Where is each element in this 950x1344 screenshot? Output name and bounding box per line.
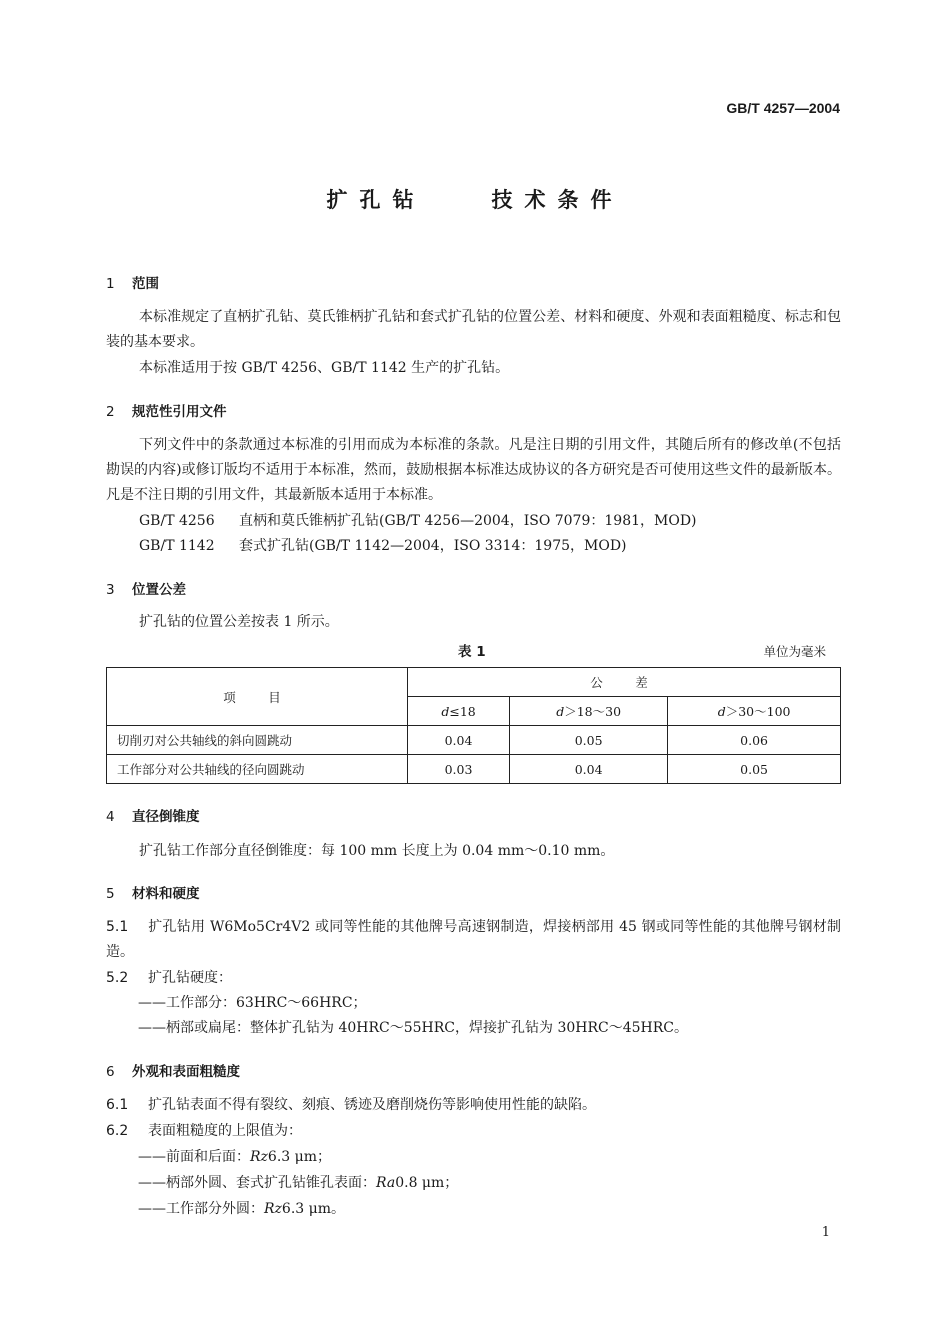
clause-6-1 bbox=[106, 1094, 596, 1114]
section-title: 位置公差 bbox=[132, 582, 186, 598]
section-5-heading bbox=[106, 882, 200, 902]
standard-code: GB/T 4257—2004 bbox=[726, 100, 840, 116]
section-number: 4 bbox=[106, 809, 115, 825]
roughness-symbol: Rz bbox=[264, 1201, 282, 1217]
roughness-value: 0.8 μm； bbox=[395, 1175, 459, 1191]
reference-title: 套式扩孔钻(GB/T 1142—2004，ISO 3314：1975，MOD) bbox=[239, 538, 627, 554]
range-text: ＞30～100 bbox=[725, 704, 791, 719]
roughness-value: 6.3 μm； bbox=[267, 1149, 332, 1165]
position-tolerance-table bbox=[106, 667, 841, 784]
section-1-heading bbox=[106, 272, 159, 292]
clause-number: 6.2 bbox=[106, 1123, 129, 1139]
col-header-d-le-18 bbox=[408, 697, 510, 726]
reference-gb-t-4256 bbox=[139, 510, 697, 530]
clause-5-2 bbox=[106, 967, 232, 987]
table-unit-note: 单位为毫米 bbox=[763, 644, 826, 659]
section-number: 6 bbox=[106, 1064, 115, 1080]
diameter-symbol: d bbox=[717, 704, 726, 719]
reference-code: GB/T 1142 bbox=[139, 538, 215, 554]
table-cell: 0.06 bbox=[668, 726, 841, 755]
clause-6-2 bbox=[106, 1120, 302, 1140]
range-text: ≤18 bbox=[449, 703, 476, 719]
roughness-value: 6.3 μm。 bbox=[281, 1201, 346, 1217]
table-cell: 0.04 bbox=[408, 726, 510, 755]
diameter-symbol: d bbox=[441, 703, 450, 719]
section-title: 规范性引用文件 bbox=[132, 404, 227, 420]
section-title: 直径倒锥度 bbox=[132, 809, 200, 825]
clause-number: 5.1 bbox=[106, 919, 129, 935]
section-4-paragraph-1: 扩孔钻工作部分直径倒锥度：每 100 mm 长度上为 0.04 mm～0.10 mm。 bbox=[139, 843, 615, 859]
section-number: 2 bbox=[106, 404, 115, 420]
page-number: 1 bbox=[821, 1225, 830, 1240]
row-label: 工作部分对公共轴线的径向圆跳动 bbox=[107, 755, 408, 784]
reference-code: GB/T 4256 bbox=[139, 513, 215, 529]
roughness-working-part bbox=[138, 1198, 345, 1218]
clause-text: 扩孔钻表面不得有裂纹、刻痕、锈迹及磨削烧伤等影响使用性能的缺陷。 bbox=[148, 1097, 596, 1113]
section-number: 1 bbox=[106, 276, 115, 292]
tolerance-header: 公 差 bbox=[408, 668, 841, 697]
range-text: ＞18～30 bbox=[564, 704, 622, 719]
section-number: 3 bbox=[106, 582, 115, 598]
roughness-symbol: Rz bbox=[250, 1149, 268, 1165]
clause-text: 表面粗糙度的上限值为： bbox=[148, 1123, 302, 1139]
section-3-paragraph-1: 扩孔钻的位置公差按表 1 所示。 bbox=[139, 614, 339, 630]
section-number: 5 bbox=[106, 886, 115, 902]
table-cell: 0.05 bbox=[510, 726, 668, 755]
roughness-symbol: Ra bbox=[376, 1175, 396, 1191]
item-header: 项 目 bbox=[107, 668, 408, 726]
document-title: 扩孔钻 技术条件 bbox=[326, 188, 624, 212]
table-cell: 0.05 bbox=[668, 755, 841, 784]
item-text: ——工作部分外圆： bbox=[138, 1201, 264, 1217]
roughness-shank-bore bbox=[138, 1172, 458, 1192]
clause-text: 扩孔钻硬度： bbox=[148, 970, 232, 986]
section-2-heading bbox=[106, 400, 227, 420]
hardness-shank: ——柄部或扁尾：整体扩孔钻为 40HRC～55HRC，焊接扩孔钻为 30HRC～45HRC。 bbox=[138, 1020, 689, 1036]
reference-gb-t-1142 bbox=[139, 535, 627, 555]
section-1-paragraph-1: 本标准规定了直柄扩孔钻、莫氏锥柄扩孔钻和套式扩孔钻的位置公差、材料和硬度、外观和表面粗糙度、标志和包装的基本要求。 bbox=[106, 309, 841, 350]
table-row bbox=[107, 726, 841, 755]
clause-text: 扩孔钻用 W6Mo5Cr4V2 或同等性能的其他牌号高速钢制造，焊接柄部用 45 钢或同等性能的其他牌号钢材制造。 bbox=[106, 919, 841, 960]
diameter-symbol: d bbox=[556, 704, 565, 719]
section-3-heading bbox=[106, 578, 186, 598]
table-header-row bbox=[107, 668, 841, 697]
roughness-rake-flank bbox=[138, 1146, 331, 1166]
section-1-paragraph-2: 本标准适用于按 GB/T 4256、GB/T 1142 生产的扩孔钻。 bbox=[139, 360, 510, 376]
table-caption: 表 1 bbox=[458, 644, 486, 660]
table-cell: 0.03 bbox=[408, 755, 510, 784]
table-row bbox=[107, 755, 841, 784]
section-4-heading bbox=[106, 805, 200, 825]
item-text: ——柄部外圆、套式扩孔钻锥孔表面： bbox=[138, 1175, 376, 1191]
clause-5-1 bbox=[106, 915, 841, 965]
section-title: 范围 bbox=[132, 276, 159, 292]
reference-title: 直柄和莫氏锥柄扩孔钻(GB/T 4256—2004，ISO 7079：1981，MOD) bbox=[239, 513, 697, 529]
col-header-d-18-30 bbox=[510, 697, 668, 726]
section-2-paragraph-1: 下列文件中的条款通过本标准的引用而成为本标准的条款。凡是注日期的引用文件，其随后所有的修改单(不包括勘误的内容)或修订版均不适用于本标准，然而，鼓励根据本标准达成协议的各方研究是否可使用这些文件的最新版本。凡是不注日期的引用文件，其最新版本适用于本标准。 bbox=[106, 437, 841, 503]
table-cell: 0.04 bbox=[510, 755, 668, 784]
section-title: 外观和表面粗糙度 bbox=[132, 1064, 240, 1080]
clause-number: 6.1 bbox=[106, 1097, 129, 1113]
clause-number: 5.2 bbox=[106, 970, 129, 986]
row-label: 切削刃对公共轴线的斜向圆跳动 bbox=[107, 726, 408, 755]
hardness-working-part: ——工作部分：63HRC～66HRC； bbox=[138, 995, 367, 1011]
col-header-d-30-100 bbox=[668, 697, 841, 726]
section-title: 材料和硬度 bbox=[132, 886, 200, 902]
section-6-heading bbox=[106, 1060, 240, 1080]
item-text: ——前面和后面： bbox=[138, 1149, 250, 1165]
